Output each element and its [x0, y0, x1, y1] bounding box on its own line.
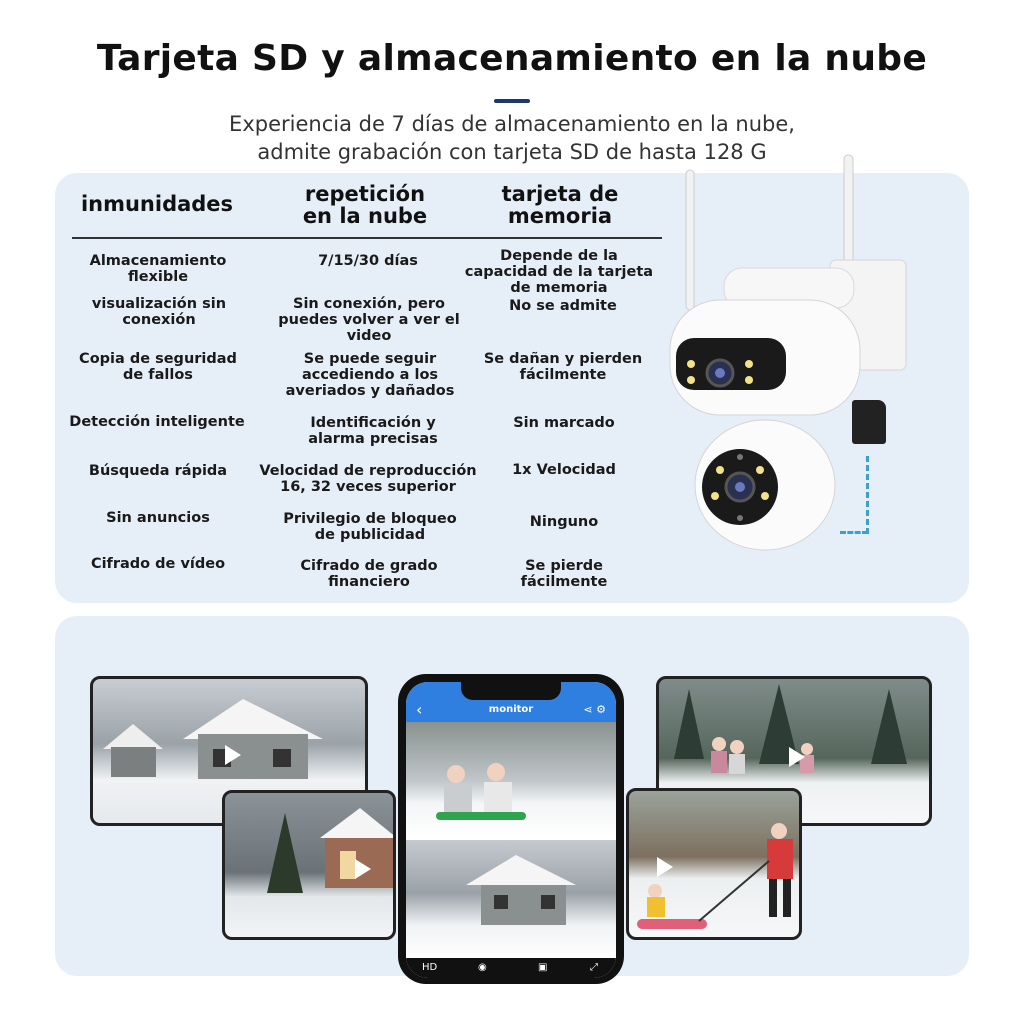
phone-screen	[406, 682, 616, 978]
snapshot-icon[interactable]: ▣	[538, 962, 548, 973]
cell-r6-c1: Cifrado de grado financiero	[300, 558, 438, 590]
fullscreen-icon[interactable]: ⤢	[590, 962, 598, 973]
cell-r6-c2: Se pierde fácilmente	[520, 558, 608, 590]
video-feed-house[interactable]	[406, 840, 616, 958]
app-title: monitor	[488, 704, 534, 715]
cell-r3-c1: Identificación y alarma precisas	[308, 415, 438, 447]
sd-card-icon	[852, 400, 886, 444]
smartphone	[398, 674, 624, 984]
play-icon[interactable]	[789, 747, 805, 767]
cell-r5-c0: Sin anuncios	[106, 510, 210, 526]
header-tarjeta: tarjeta de memoria	[501, 182, 619, 228]
hd-toggle[interactable]: HD	[422, 962, 438, 973]
app-header	[406, 682, 616, 722]
play-icon[interactable]	[355, 859, 371, 879]
security-camera-illustration	[660, 150, 920, 560]
header-inmunidades: inmunidades	[80, 192, 234, 216]
cell-r2-c2: Se dañan y pierden fácilmente	[483, 351, 643, 383]
cell-r0-c0: Almacenamiento flexible	[89, 253, 227, 285]
photo-sledding[interactable]	[626, 788, 802, 940]
title-accent-bar	[494, 99, 530, 103]
header-rule	[72, 237, 662, 239]
cell-r1-c2: No se admite	[509, 298, 617, 314]
subtitle-line-1: Experiencia de 7 días de almacenamiento en la nube,	[229, 112, 795, 136]
cell-r3-c2: Sin marcado	[513, 415, 615, 431]
cell-r0-c1: 7/15/30 días	[318, 253, 418, 269]
cell-r2-c1: Se puede seguir accediendo a los averiados y dañados	[285, 351, 455, 399]
share-icon[interactable]: ⋖	[583, 703, 593, 716]
video-feed-kids[interactable]	[406, 722, 616, 838]
gear-icon[interactable]: ⚙	[596, 703, 606, 716]
cell-r3-c0: Detección inteligente	[69, 414, 245, 430]
cell-r1-c0: visualización sin conexión	[91, 296, 227, 328]
cell-r2-c0: Copia de seguridad de fallos	[79, 351, 237, 383]
photo-snowy-porch[interactable]	[222, 790, 396, 940]
cell-r5-c1: Privilegio de bloqueo de publicidad	[283, 511, 457, 543]
page-title: Tarjeta SD y almacenamiento en la nube	[96, 38, 928, 79]
app-header-icons	[583, 703, 606, 716]
phone-notch	[461, 682, 561, 700]
sd-connector-line	[866, 456, 869, 534]
cell-r0-c2: Depende de la capacidad de la tarjeta de memoria	[464, 248, 654, 296]
header-nube: repetición en la nube	[302, 182, 428, 228]
cell-r4-c2: 1x Velocidad	[512, 462, 616, 478]
cell-r5-c2: Ninguno	[529, 514, 599, 530]
mic-icon[interactable]: ◉	[478, 962, 487, 973]
subtitle-line-2: admite grabación con tarjeta SD de hasta 128 G	[257, 140, 767, 164]
play-icon[interactable]	[225, 745, 241, 765]
cell-r4-c1: Velocidad de reproducción 16, 32 veces superior	[259, 463, 477, 495]
cell-r1-c1: Sin conexión, pero puedes volver a ver el video	[278, 296, 460, 344]
cell-r6-c0: Cifrado de vídeo	[90, 556, 226, 572]
cell-r4-c0: Búsqueda rápida	[88, 463, 228, 479]
back-button[interactable]: ‹	[416, 700, 423, 719]
sd-connector-line-horizontal	[840, 531, 868, 534]
player-controls	[406, 958, 616, 978]
play-icon[interactable]	[657, 857, 673, 877]
